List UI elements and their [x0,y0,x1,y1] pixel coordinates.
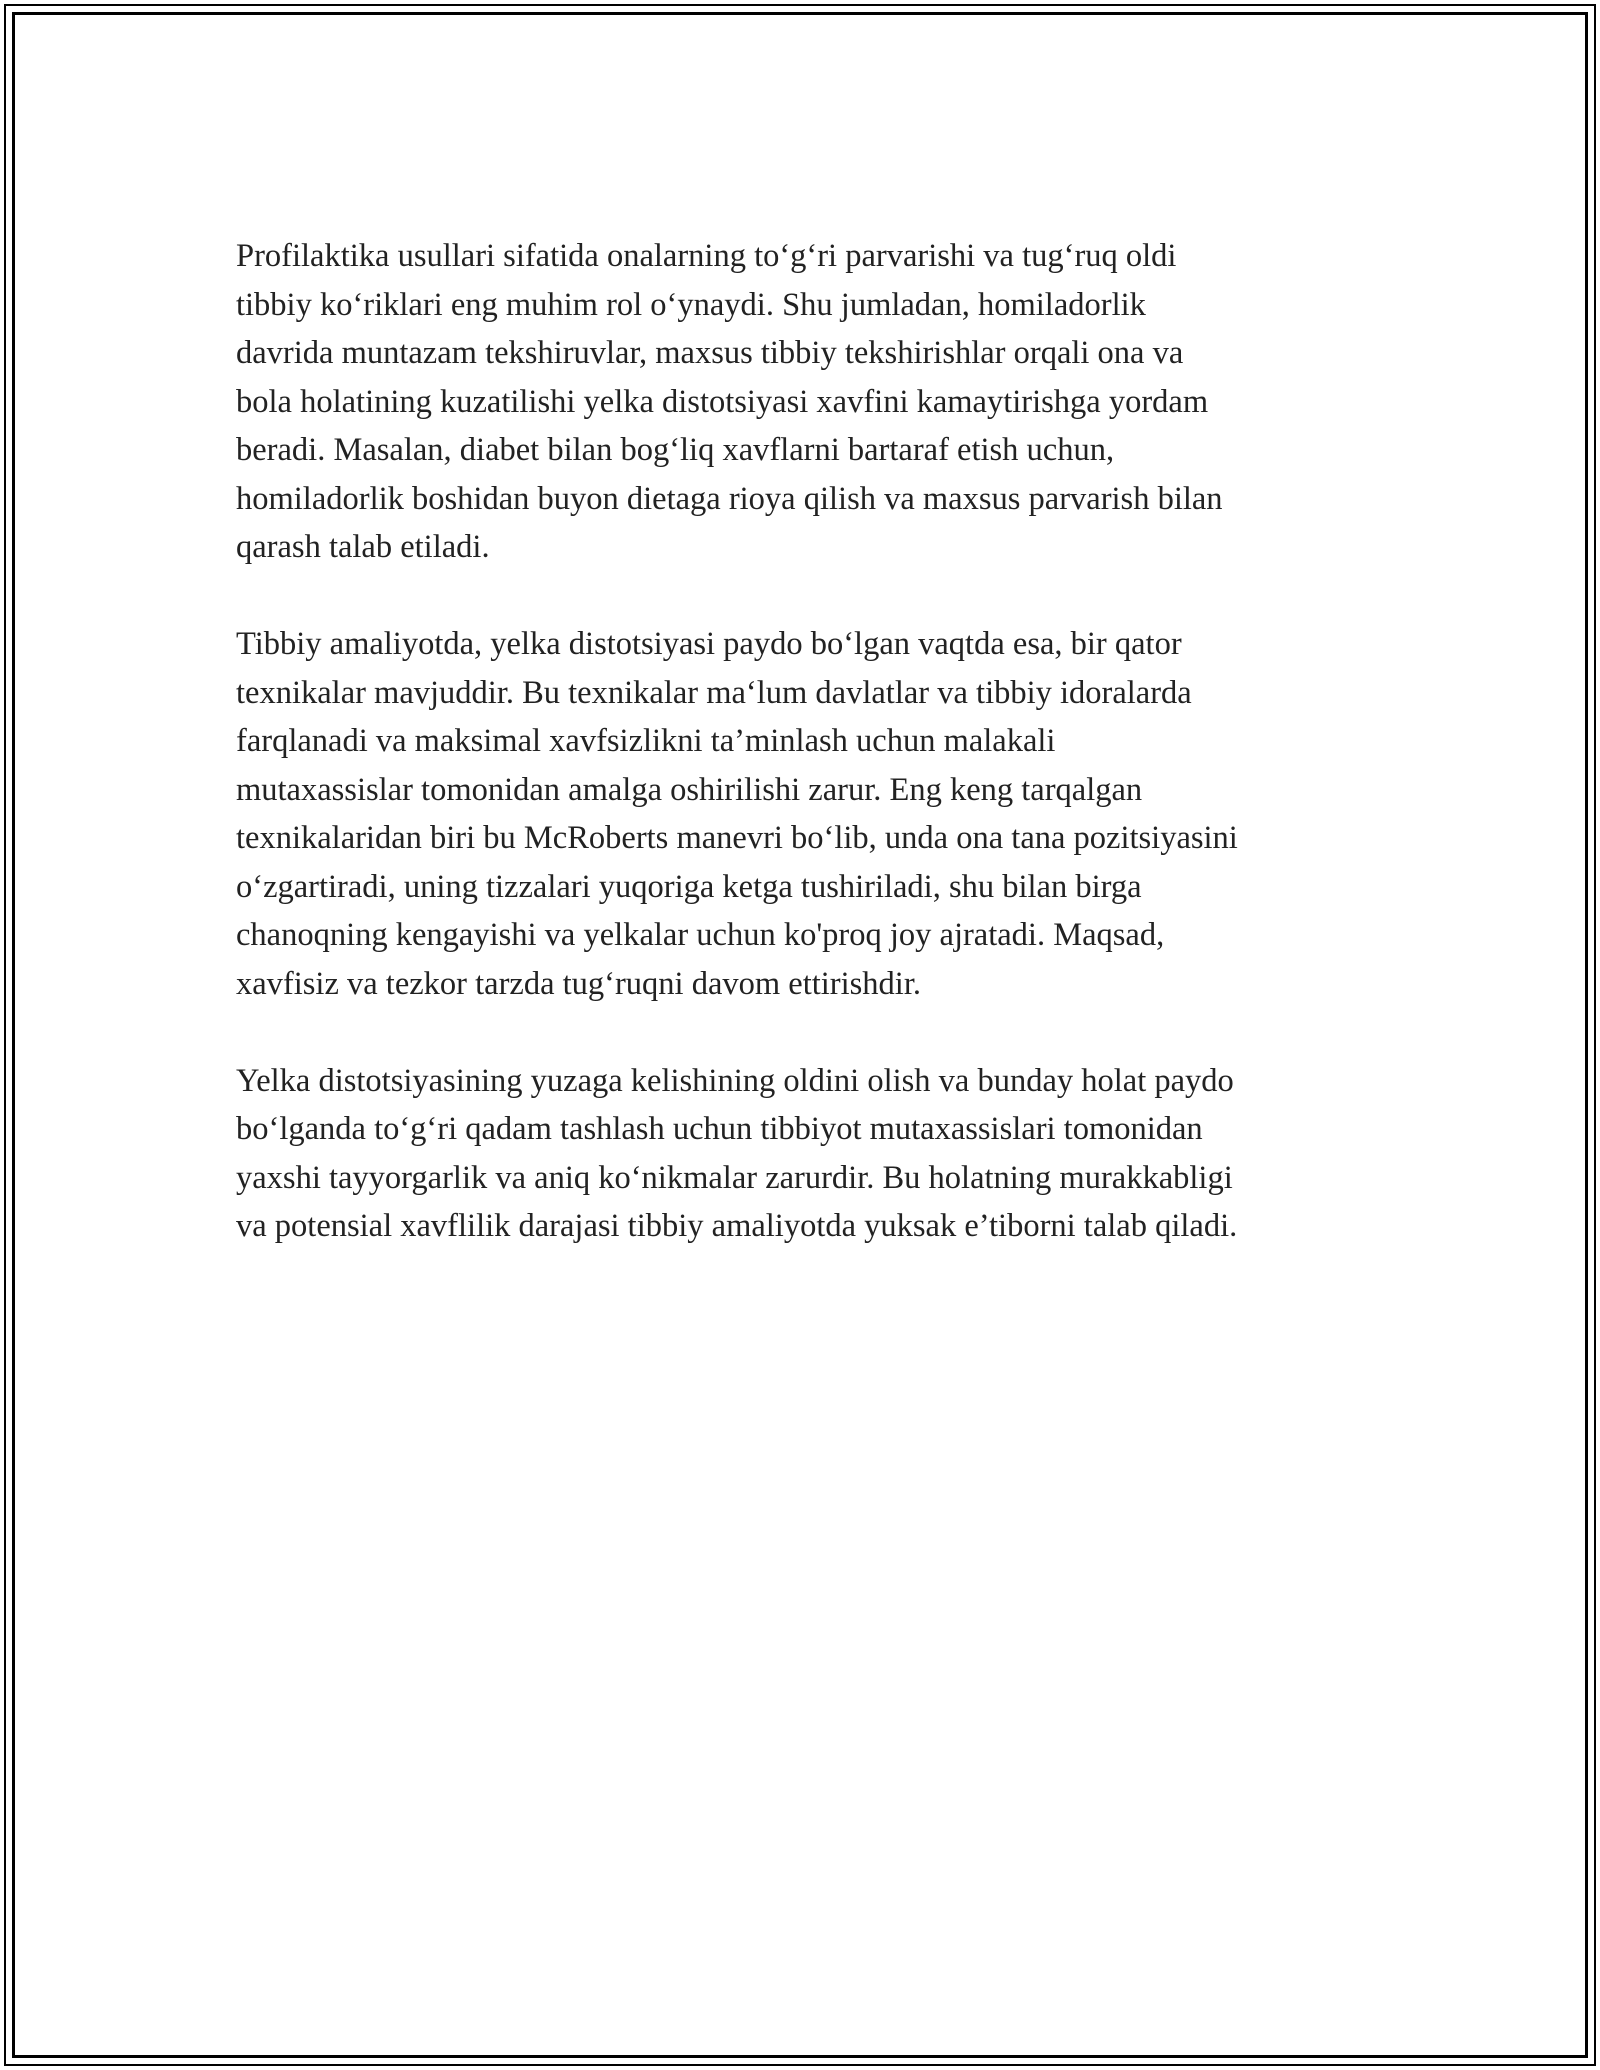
text-line: tibbiy ko‘riklari eng muhim rol o‘ynaydi. Shu jumladan, homiladorlik [236,286,1146,323]
text-line: chanoqning kengayishi va yelkalar uchun ko'proq joy ajratadi. Maqsad, [236,917,1165,953]
text-line: xavfisiz va tezkor tarzda tug‘ruqni davom ettirishdir. [236,965,921,1002]
paragraph-3 [236,1057,1386,1251]
text-line: bola holatining kuzatilishi yelka distotsiyasi xavfini kamaytirishga yordam [236,383,1209,420]
text-line: yaxshi tayyorgarlik va aniq ko‘nikmalar zarurdir. Bu holatning murakkabligi [236,1159,1233,1196]
text-line: Tibbiy amaliyotda, yelka distotsiyasi paydo bo‘lgan vaqtda esa, bir qator [236,626,1182,662]
text-line: bo‘lganda to‘g‘ri qadam tashlash uchun tibbiyot mutaxassislari tomonidan [236,1111,1203,1147]
paragraph-1 [236,232,1386,572]
document-body [236,232,1386,1299]
paragraph-2 [236,620,1386,1008]
text-line: qarash talab etiladi. [236,529,490,565]
text-line: Yelka distotsiyasining yuzaga kelishining oldini olish va bunday holat paydo [236,1062,1234,1099]
text-line: beradi. Masalan, diabet bilan bog‘liq xavflarni bartaraf etish uchun, [236,432,1115,468]
text-line: farqlanadi va maksimal xavfsizlikni ta’minlash uchun malakali [236,723,1056,759]
text-line: texnikalaridan biri bu McRoberts manevri bo‘lib, unda ona tana pozitsiyasini [236,820,1238,856]
text-line: va potensial xavflilik darajasi tibbiy amaliyotda yuksak e’tiborni talab qiladi. [236,1208,1238,1244]
text-line: Profilaktika usullari sifatida onalarning to‘g‘ri parvarishi va tug‘ruq oldi [236,238,1177,274]
text-line: homiladorlik boshidan buyon dietaga rioya qilish va maxsus parvarish bilan [236,480,1223,517]
text-line: davrida muntazam tekshiruvlar, maxsus tibbiy tekshirishlar orqali ona va [236,335,1184,371]
text-line: o‘zgartiradi, uning tizzalari yuqoriga ketga tushiriladi, shu bilan birga [236,868,1142,905]
text-line: mutaxassislar tomonidan amalga oshirilishi zarur. Eng keng tarqalgan [236,771,1143,808]
text-line: texnikalar mavjuddir. Bu texnikalar ma‘lum davlatlar va tibbiy idoralarda [236,674,1192,711]
